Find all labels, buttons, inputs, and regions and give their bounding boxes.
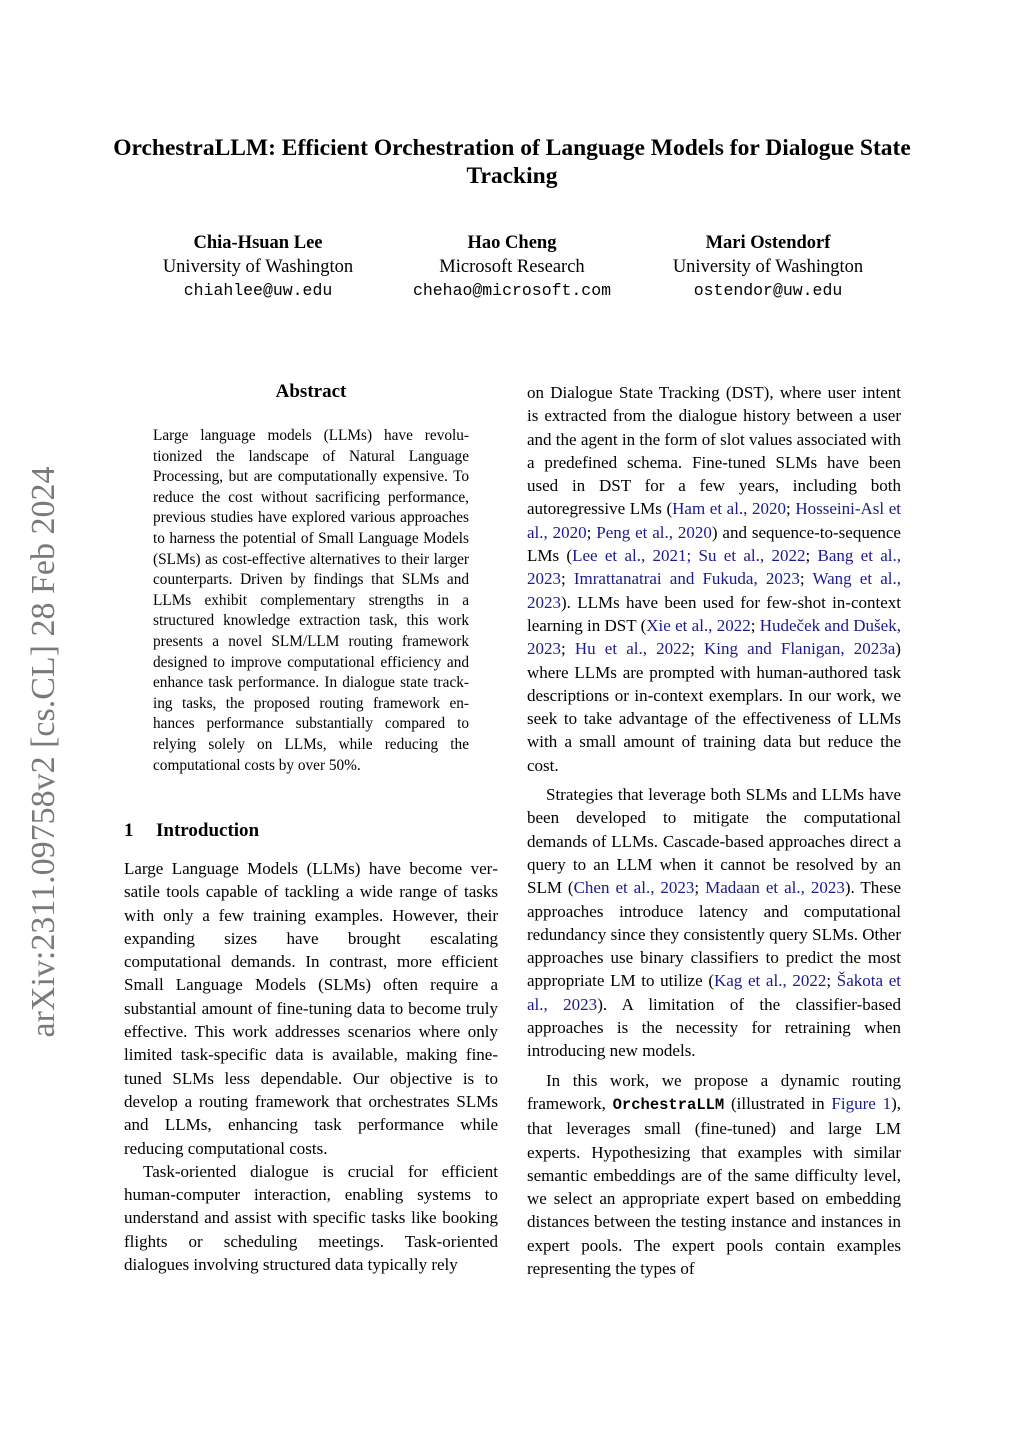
text-run: ; [786, 499, 796, 519]
text-run: ). A limitation of the classifier-based approaches is the necessity for retraining when introducing new models. [527, 994, 901, 1061]
citation-link[interactable]: Peng et al., 2020 [596, 522, 712, 542]
paragraph [527, 381, 901, 777]
paper-title: OrchestraLLM: Efficient Orchestration of Language Models for Dialogue State Tracking [113, 135, 911, 189]
citation-link[interactable]: Hudeček and Dušek, 2023 [527, 615, 901, 659]
paragraph [527, 783, 901, 1063]
text-run: ) where LLMs are prompted with human-authored task descriptions or in-context exemplars. In our work, we seek to take advantage of the effectiveness of LLMs with a small amount of training data but reduce the cost. [527, 639, 901, 775]
text-run: ) and sequence-to-sequence LMs ( [527, 522, 901, 566]
text-run: (illustrated in [724, 1093, 832, 1113]
author-email: ostendor@uw.edu [693, 281, 843, 300]
citation-link[interactable]: Xie et al., 2022 [646, 615, 751, 635]
text-run: ). LLMs have been used for few-shot in-context learning in DST ( [527, 592, 901, 635]
author-name: Chia-Hsuan Lee [193, 233, 323, 253]
text-run: Strategies that leverage both SLMs and LLMs have been developed to mitigate the computational demands of LLMs. Cascade-based approaches direct a query to an LLM when it cannot be resolved by an SLM ( [527, 785, 901, 898]
text-run: ; [561, 639, 575, 659]
system-name: OrchestraLLM [612, 1095, 725, 1114]
citation-link[interactable]: Kag et al., 2022 [713, 971, 827, 991]
author-3 [638, 231, 898, 303]
citation-link[interactable]: Wang et al., 2023 [527, 569, 901, 612]
abstract-heading: Abstract [275, 381, 347, 402]
section-number: 1 [124, 820, 134, 841]
author-email: chiahlee@uw.edu [183, 281, 333, 300]
author-name: Mari Ostendorf [705, 233, 831, 253]
text-run: ; [750, 615, 760, 635]
text-run: ; [690, 639, 705, 659]
author-affiliation: University of Washington [162, 257, 354, 277]
author-affiliation: Microsoft Research [439, 257, 585, 277]
text-run: on Dialogue State Tracking (DST), where user intent is extracted from the dialogue history between a user and the agent in the form of slot values associated with a predefined schema. Fine-tuned SLMs have been used in DST for a few years, including both autoregressive LMs ( [527, 383, 901, 519]
citation-link[interactable]: Lee et al., 2021; Su et al., 2022 [572, 546, 806, 566]
section-heading [124, 820, 259, 842]
text-run: ; [694, 878, 706, 898]
text-run: ), that leverages small (fine-tuned) and large LM experts. Hypothesizing that examples with similar semantic embeddings are of the same difficulty level, we select an appropriate expert based on embedding distances between the testing instance and instances in expert pools. The expert pools contain examples representing the types of [527, 1093, 901, 1278]
citation-link[interactable]: Bang et al., 2023 [527, 546, 902, 589]
citation-link[interactable]: Chen et al., 2023 [573, 878, 695, 898]
citation-link[interactable]: Madaan et al., 2023 [705, 878, 845, 898]
right-column [527, 381, 901, 1280]
text-run: ; [826, 971, 837, 991]
citation-link[interactable]: Imrattanatrai and Fukuda, 2023 [573, 569, 800, 589]
arxiv-identifier: arXiv:2311.09758v2 [cs.CL] 28 Feb 2024 [25, 466, 62, 1038]
text-run: ; [799, 569, 813, 589]
author-email: chehao@microsoft.com [412, 281, 612, 300]
text-run: ; [805, 546, 818, 566]
citation-link[interactable]: King and Flanigan, 2023a [704, 639, 896, 659]
citation-link[interactable]: Ham et al., 2020 [672, 499, 787, 519]
paragraph: Task-oriented dialogue is crucial for efficient human-computer interaction, enabling systems to understand and assist with specific tasks like booking flights or scheduling meetings. Task-oriented dialogues involving structured data typically rely [124, 1161, 498, 1275]
citation-link[interactable]: Hosseini-Asl et al., 2020 [527, 499, 901, 542]
text-run: In this work, we propose a dynamic routing framework, [527, 1070, 901, 1113]
author-name: Hao Cheng [467, 233, 557, 253]
text-run: ; [561, 569, 574, 589]
author-2 [382, 231, 642, 303]
arxiv-sidebar [0, 0, 90, 1448]
citation-link[interactable]: Figure 1 [831, 1093, 892, 1113]
text-run: ; [586, 522, 597, 542]
section-title: Introduction [156, 820, 260, 841]
paragraph: Large Language Models (LLMs) have become versatile tools capable of tackling a wide range of tasks with only a few training examples. However, their expanding sizes have brought escalating computational demands. In contrast, more efficient Small Language Models (SLMs) often require a substantial amount of fine-tuning data to become truly effective. This work addresses scenarios where only limited task-specific data is available, making fine-tuned SLMs less dependable. Our objective is to develop a routing framework that orchestrates SLMs and LLMs, enhancing task performance while reducing computational costs. [124, 859, 498, 1158]
author-1 [128, 231, 388, 303]
citation-link[interactable]: Hu et al., 2022 [574, 639, 691, 659]
text-run: ). These approaches introduce latency and computational redundancy since they consistently query SLMs. Other approaches use binary classifiers to predict the most appropriate LM to utilize ( [527, 878, 901, 991]
abstract-body: Large language models (LLMs) have revolutionized the landscape of Natural Language Processing, but are computationally expensive. To reduce the cost without sacrificing performance, previous studies have explored various approaches to harness the potential of Small Language Models (SLMs) as cost-effective alternatives to their larger counterparts. Driven by findings that SLMs and LLMs exhibit complementary strengths in a structured knowledge extraction task, this work presents a novel SLM/LLM routing framework designed to improve computational efficiency and enhance task performance. In dialogue state tracking tasks, the proposed routing framework enhances performance substantially compared to relying solely on LLMs, while reducing the computational costs by over 50%. [153, 427, 469, 774]
author-affiliation: University of Washington [672, 257, 864, 277]
left-column [124, 857, 498, 1276]
paragraph [527, 1069, 901, 1281]
citation-link[interactable]: Šakota et al., 2023 [527, 971, 901, 1014]
